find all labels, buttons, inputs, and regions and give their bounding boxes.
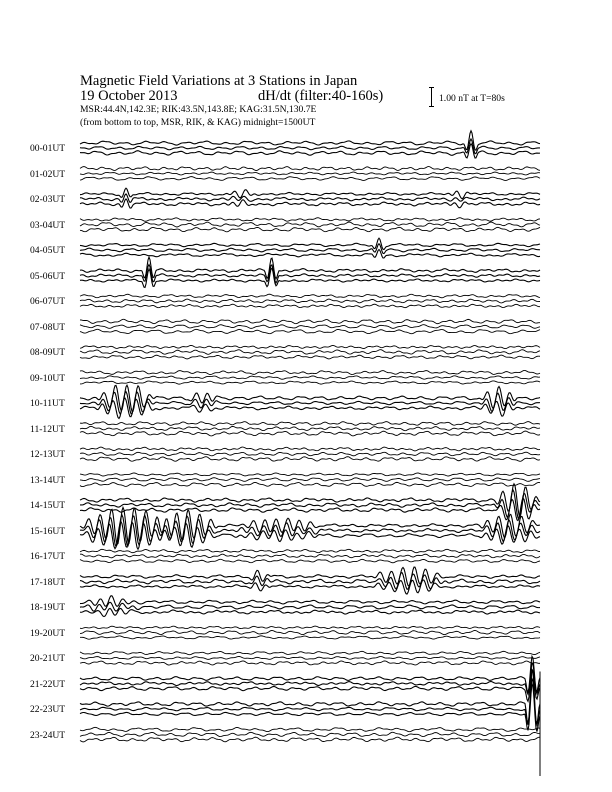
trace-rik-14 xyxy=(80,490,540,519)
hour-label: 06-07UT xyxy=(30,296,66,307)
hour-label: 07-08UT xyxy=(30,321,66,333)
trace-msr-20 xyxy=(80,661,540,665)
trace-rik-13 xyxy=(80,478,540,482)
trace-rik-6 xyxy=(80,299,540,303)
trace-msr-12 xyxy=(80,457,540,462)
trace-msr-1 xyxy=(80,177,540,181)
trace-kag-11 xyxy=(80,422,540,426)
hour-label: 19-20UT xyxy=(30,627,66,639)
hour-label: 02-03UT xyxy=(30,194,66,205)
hour-label: 00-01UT xyxy=(30,143,66,154)
trace-msr-10 xyxy=(80,398,540,418)
trace-kag-19 xyxy=(80,626,540,629)
hour-label: 10-11UT xyxy=(30,398,65,409)
trace-rik-19 xyxy=(80,630,540,634)
trace-kag-21 xyxy=(80,656,540,692)
trace-kag-12 xyxy=(80,447,540,451)
trace-rik-3 xyxy=(80,222,540,227)
trace-kag-14 xyxy=(80,484,540,517)
trace-msr-21 xyxy=(80,669,540,701)
trace-msr-14 xyxy=(80,498,540,520)
trace-msr-23 xyxy=(80,737,540,742)
trace-msr-0 xyxy=(80,144,540,158)
scale-bar-label: 1.00 nT at T=80s xyxy=(439,93,505,104)
hour-label: 18-19UT xyxy=(30,602,66,613)
trace-rik-20 xyxy=(80,656,540,659)
chart-title: Magnetic Field Variations at 3 Stations in Japan xyxy=(80,73,358,89)
station-coordinates: MSR:44.4N,142.3E; RIK:43.5N,143.8E; KAG:31.5N,130.7E xyxy=(80,104,317,115)
hour-label: 17-18UT xyxy=(30,576,66,588)
trace-kag-20 xyxy=(80,651,540,654)
trace-kag-16 xyxy=(80,549,540,552)
trace-rik-0 xyxy=(80,139,540,154)
trace-msr-11 xyxy=(80,431,540,436)
hour-label: 01-02UT xyxy=(30,168,66,180)
trace-rik-8 xyxy=(80,350,540,355)
trace-kag-8 xyxy=(80,345,540,348)
trace-msr-9 xyxy=(80,381,540,384)
trace-kag-23 xyxy=(80,727,540,731)
quantity-filter-label: dH/dt (filter:40-160s) xyxy=(258,88,384,104)
hour-label: 03-04UT xyxy=(30,219,66,231)
trace-kag-6 xyxy=(80,294,540,298)
trace-kag-1 xyxy=(80,167,540,171)
trace-msr-8 xyxy=(80,355,540,359)
trace-kag-22 xyxy=(80,670,540,724)
station-order-note: (from bottom to top, MSR, RIK, & KAG) midnight=1500UT xyxy=(80,117,316,128)
trace-msr-6 xyxy=(80,304,540,307)
hour-label: 09-10UT xyxy=(30,372,66,384)
hour-label: 12-13UT xyxy=(30,449,66,460)
trace-rik-11 xyxy=(80,426,540,430)
trace-kag-0 xyxy=(80,131,540,150)
trace-rik-22 xyxy=(80,679,540,725)
trace-rik-15 xyxy=(80,515,540,546)
trace-rik-7 xyxy=(80,325,540,329)
trace-msr-16 xyxy=(80,559,540,562)
hour-label: 15-16UT xyxy=(30,525,66,537)
hour-label: 11-12UT xyxy=(30,423,65,435)
hour-label: 13-14UT xyxy=(30,474,66,486)
hour-label: 14-15UT xyxy=(30,500,66,511)
trace-kag-2 xyxy=(80,188,540,199)
hour-label: 16-17UT xyxy=(30,551,66,562)
trace-kag-7 xyxy=(80,319,540,323)
trace-kag-4 xyxy=(80,238,540,249)
hour-label: 08-09UT xyxy=(30,347,66,358)
trace-rik-9 xyxy=(80,376,540,379)
trace-rik-16 xyxy=(80,554,540,558)
trace-msr-3 xyxy=(80,227,540,231)
trace-msr-19 xyxy=(80,636,540,639)
hour-label: 23-24UT xyxy=(30,729,66,741)
trace-msr-13 xyxy=(80,482,540,486)
trace-kag-13 xyxy=(80,473,540,476)
trace-rik-2 xyxy=(80,194,540,202)
trace-kag-9 xyxy=(80,370,540,374)
trace-rik-12 xyxy=(80,452,540,456)
hour-label: 20-21UT xyxy=(30,653,66,664)
trace-rik-23 xyxy=(80,732,540,736)
trace-msr-7 xyxy=(80,329,540,333)
trace-msr-18 xyxy=(80,608,540,616)
hour-label: 04-05UT xyxy=(30,245,66,256)
trace-rik-1 xyxy=(80,172,540,175)
hour-label: 22-23UT xyxy=(30,704,66,715)
hour-label: 05-06UT xyxy=(30,270,66,282)
chart-date: 19 October 2013 xyxy=(80,88,178,104)
trace-rik-18 xyxy=(80,602,540,611)
trace-kag-3 xyxy=(80,218,540,222)
hour-label: 21-22UT xyxy=(30,678,66,690)
